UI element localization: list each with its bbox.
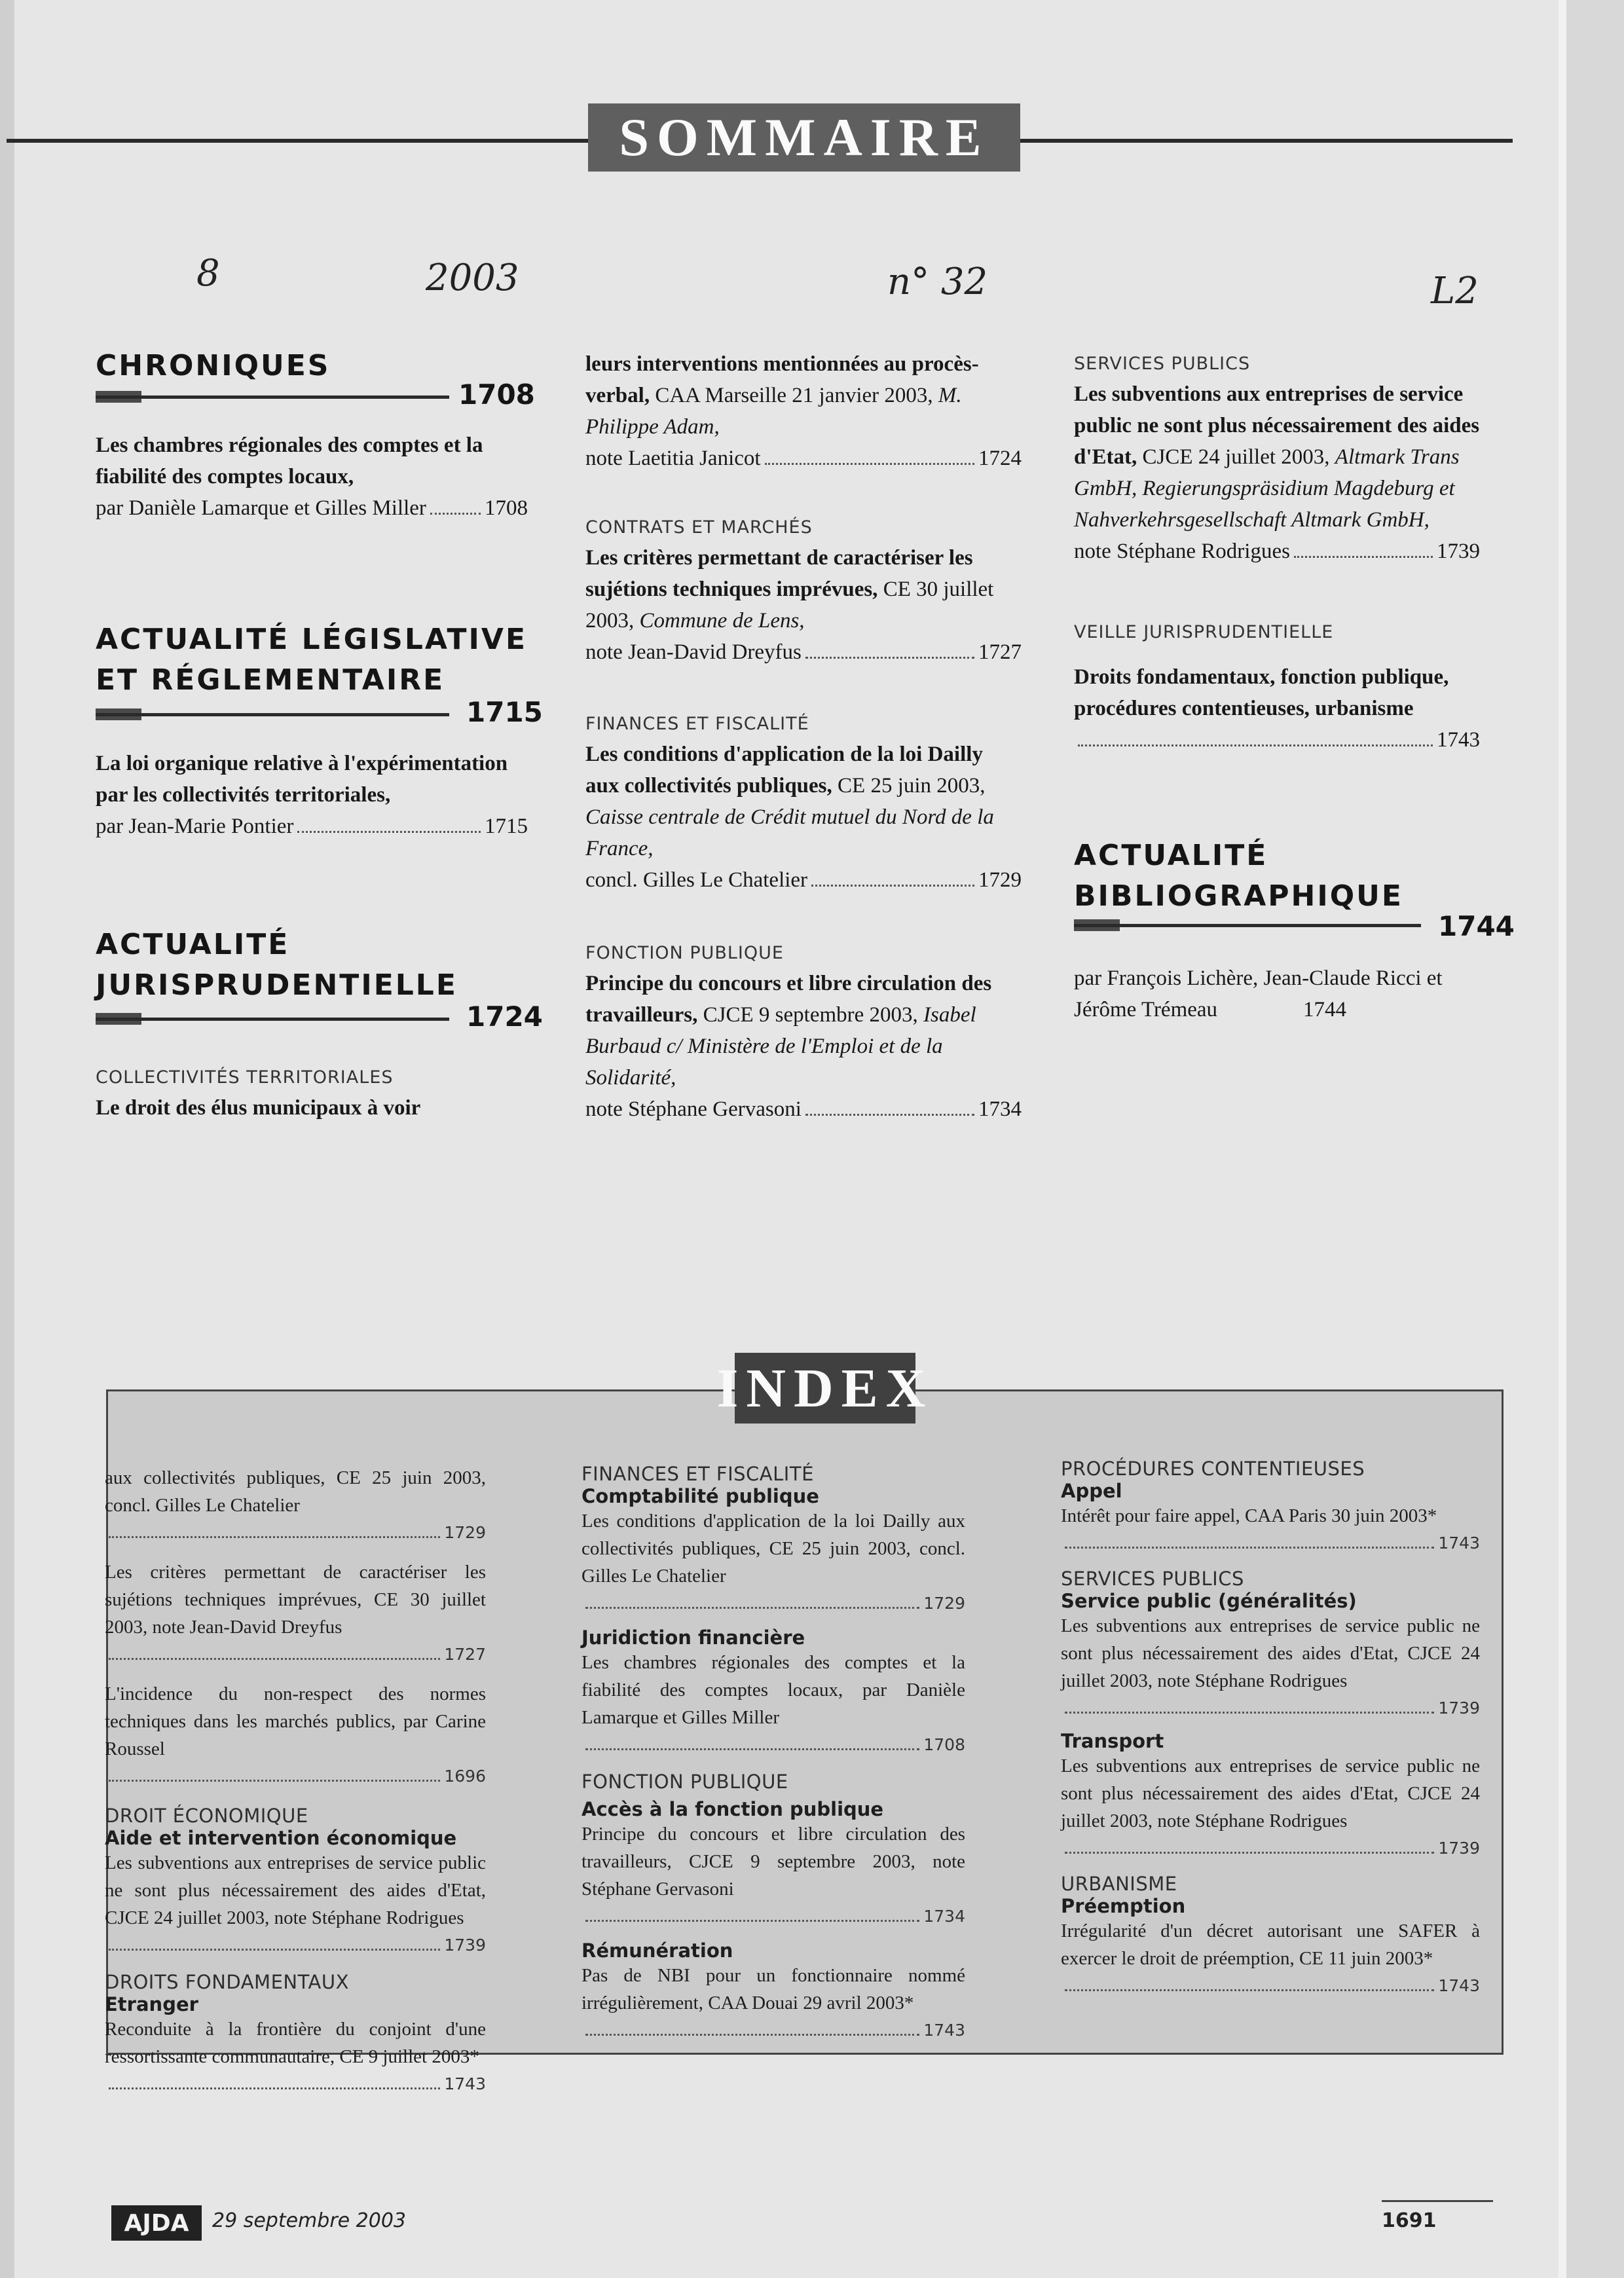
index-banner-text: INDEX [716, 1357, 934, 1419]
index-entry[interactable] [581, 1820, 965, 1930]
index-page: 1743 [444, 2074, 486, 2093]
index-column-2 [581, 1463, 965, 2044]
index-entry[interactable] [581, 1962, 965, 2044]
entry-page: 1727 [978, 640, 1022, 664]
entry-party: M. Philippe Adam, [585, 384, 962, 439]
entry-party: Commune de Lens, [639, 609, 805, 633]
index-entry-text: Les subventions aux entreprises de service public ne sont plus nécessairement des aides d'Etat, CJCE 24 juillet 2003, note Stéphane Rodrigues [1061, 1615, 1480, 1691]
entry-leader [105, 2070, 486, 2098]
entry-page: 1743 [1437, 728, 1480, 752]
section-rule [96, 713, 449, 716]
rubric-finances: FINANCES ET FISCALITÉ [585, 714, 809, 734]
toc-entry-start[interactable] [96, 1092, 528, 1124]
index-entry[interactable] [105, 1558, 486, 1668]
dot-leader [1065, 1547, 1434, 1549]
index-entry[interactable] [581, 1507, 965, 1617]
entry-court: CE 30 juillet 2003, [585, 578, 994, 633]
entry-leader [585, 1093, 1022, 1125]
entry-title: Les conditions d'application de la loi Dailly aux collectivités publiques, [585, 743, 983, 798]
page-shade-right [1566, 0, 1624, 2278]
section-page-chroniques: 1708 [458, 378, 535, 411]
index-page: 1696 [444, 1767, 486, 1786]
rubric-veille: VEILLE JURISPRUDENTIELLE [1074, 622, 1334, 642]
entry-page: 1715 [485, 815, 528, 838]
index-heading: URBANISME [1061, 1873, 1177, 1895]
index-heading: DROIT ÉCONOMIQUE [105, 1805, 308, 1827]
entry-note: note Laetitia Janicot [585, 447, 761, 470]
toc-entry-chroniques[interactable] [96, 430, 528, 524]
section-title-chroniques: CHRONIQUES [96, 349, 331, 382]
handwritten-year: 2003 [426, 257, 519, 299]
index-entry-text: Principe du concours et libre circulation des travailleurs, CJCE 9 septembre 2003, note Stéphane Gervasoni [581, 1824, 965, 1900]
dot-leader [805, 1114, 974, 1116]
section-rule [96, 1018, 449, 1021]
page-shade-left [0, 0, 14, 2278]
entry-page: 1729 [978, 868, 1022, 892]
index-subheading: Rémunération [581, 1939, 733, 1962]
dot-leader [811, 885, 974, 887]
entry-page: 1739 [1437, 540, 1480, 563]
index-entry[interactable] [105, 1849, 486, 1959]
entry-page: 1724 [978, 447, 1022, 470]
index-entry-text: Les subventions aux entreprises de service public ne sont plus nécessairement des aides d'Etat, CJCE 24 juillet 2003, note Stéphane Rodrigues [1061, 1755, 1480, 1831]
index-entry[interactable] [105, 1680, 486, 1790]
toc-entry-services[interactable] [1074, 378, 1480, 567]
entry-court: CE 25 juin 2003, [838, 774, 986, 798]
entry-leader [96, 492, 528, 524]
index-banner [716, 1353, 934, 1424]
index-entry-text: Intérêt pour faire appel, CAA Paris 30 juin 2003* [1061, 1505, 1437, 1526]
index-entry-text: Les conditions d'application de la loi Dailly aux collectivités publiques, CE 25 juin 2003, concl. Gilles Le Chatelier [581, 1511, 965, 1587]
section-page-jurisprudentielle: 1724 [466, 1001, 543, 1033]
footer-page-number: 1691 [1382, 2209, 1437, 2232]
entry-leader [1074, 661, 1480, 724]
dot-leader [1294, 556, 1433, 558]
entry-court: CJCE 24 juillet 2003, [1142, 445, 1330, 469]
dot-leader [430, 513, 481, 515]
entry-leader [585, 864, 1022, 896]
section-title-jurisprudentielle-1: ACTUALITÉ [96, 928, 290, 961]
handwritten-code: L2 [1431, 270, 1479, 312]
section-title-legislative-1: ACTUALITÉ LÉGISLATIVE [96, 623, 528, 656]
entry-title: Le droit des élus municipaux à voir [96, 1096, 421, 1120]
index-subheading: Comptabilité publique [581, 1485, 819, 1507]
index-heading: FONCTION PUBLIQUE [581, 1771, 788, 1793]
entry-title: Les chambres régionales des comptes et la fiabilité des comptes locaux, [96, 433, 483, 488]
dot-leader [805, 657, 974, 659]
index-heading: SERVICES PUBLICS [1061, 1568, 1244, 1590]
section-rule [1074, 924, 1421, 927]
index-entry-text: Irrégularité d'un décret autorisant une SAFER à exercer le droit de préemption, CE 11 juin 2003* [1061, 1920, 1480, 1969]
dot-leader [1065, 1989, 1434, 1991]
section-page-biblio: 1744 [1438, 910, 1515, 942]
index-subheading: Aide et intervention économique [105, 1827, 457, 1849]
index-subheading: Juridiction financière [581, 1626, 805, 1649]
biblio-page-number: 1744 [1303, 998, 1346, 1021]
index-subheading: Accès à la fonction publique [581, 1798, 884, 1820]
index-page: 1743 [1438, 1976, 1480, 1995]
index-subheading: Transport [1061, 1730, 1164, 1752]
index-page: 1739 [1438, 1699, 1480, 1718]
rubric-contrats: CONTRATS ET MARCHÉS [585, 517, 813, 538]
entry-title: La loi organique relative à l'expérimentation par les collectivités territoriales, [96, 752, 508, 807]
index-entry-text: Pas de NBI pour un fonctionnaire nommé irrégulièrement, CAA Douai 29 avril 2003* [581, 1965, 965, 2013]
entry-party: Altmark Trans GmbH, Regierungspräsidium Magdeburg et Nahverkehrsgesellschaft Altmark GmbH, [1074, 445, 1460, 532]
entry-leader [1061, 1835, 1480, 1862]
toc-entry-contrats[interactable] [585, 542, 1022, 668]
entry-page: 1734 [978, 1097, 1022, 1121]
index-entry-text: Les subventions aux entreprises de service public ne sont plus nécessairement des aides d'Etat, CJCE 24 juillet 2003, note Stéphane Rodrigues [105, 1852, 486, 1928]
entry-leader [1074, 536, 1480, 567]
entry-party: Caisse centrale de Crédit mutuel du Nord de la France, [585, 805, 994, 860]
dot-leader [297, 831, 481, 833]
index-entry-text: Reconduite à la frontière du conjoint d'une ressortissante communautaire, CE 9 juillet 2003* [105, 2019, 486, 2067]
entry-note: note Stéphane Rodrigues [1074, 540, 1290, 563]
index-entry[interactable] [105, 1464, 486, 1547]
dot-leader [109, 1780, 440, 1782]
entry-note: note Stéphane Gervasoni [585, 1097, 802, 1121]
index-heading: DROITS FONDAMENTAUX [105, 1971, 349, 1993]
index-page: 1743 [1438, 1534, 1480, 1552]
index-subheading: Etranger [105, 1993, 198, 2015]
section-rule [96, 395, 449, 399]
index-page: 1739 [444, 1936, 486, 1955]
index-page: 1739 [1438, 1839, 1480, 1858]
index-entry[interactable] [581, 1649, 965, 1759]
section-title-biblio-2: BIBLIOGRAPHIQUE [1074, 879, 1403, 913]
entry-party: Isabel Burbaud c/ Ministère de l'Emploi et de la Solidarité, [585, 1003, 976, 1090]
entry-leader [105, 1763, 486, 1790]
entry-authors: par Danièle Lamarque et Gilles Miller [96, 496, 426, 520]
ajda-logo [111, 2205, 202, 2241]
entry-leader [105, 1519, 486, 1547]
section-title-jurisprudentielle-2: JURISPRUDENTIELLE [96, 968, 458, 1002]
entry-authors: par François Lichère, Jean-Claude Ricci et Jérôme Trémeau [1074, 966, 1443, 1021]
entry-title: Principe du concours et libre circulation des travailleurs, [585, 972, 992, 1027]
index-entry-text: Les chambres régionales des comptes et la fiabilité des comptes locaux, par Danièle Lamarque et Gilles Miller [581, 1652, 965, 1728]
entry-court: CJCE 9 septembre 2003, [703, 1003, 918, 1027]
index-entry[interactable] [1061, 1752, 1480, 1862]
rubric-fonction-publique: FONCTION PUBLIQUE [585, 943, 784, 963]
handwritten-issue: 8 [196, 252, 220, 295]
index-page: 1708 [923, 1735, 965, 1754]
toc-entry-proces-verbal[interactable] [585, 348, 1022, 474]
entry-leader [105, 1641, 486, 1668]
handwritten-number: n° 32 [887, 261, 988, 303]
entry-page: 1708 [485, 496, 528, 520]
dot-leader [1078, 744, 1433, 746]
toc-entry-biblio[interactable] [1074, 963, 1463, 1025]
entry-court: CAA Marseille 21 janvier 2003, [655, 384, 933, 407]
index-page: 1727 [444, 1645, 486, 1664]
entry-leader [581, 2017, 965, 2044]
entry-title: leurs interventions mentionnées au procès-verbal, [585, 352, 979, 407]
section-title-biblio-1: ACTUALITÉ [1074, 839, 1268, 872]
rubric-collectivites: COLLECTIVITÉS TERRITORIALES [96, 1067, 394, 1088]
entry-leader [581, 1590, 965, 1617]
section-page-legislative: 1715 [466, 696, 543, 728]
index-entry-text: L'incidence du non-respect des normes techniques dans les marchés publics, par Carine Roussel [105, 1683, 486, 1759]
toc-entry-legislative[interactable] [96, 748, 528, 842]
index-subheading: Préemption [1061, 1895, 1186, 1917]
entry-leader-page [1074, 724, 1480, 756]
index-entry[interactable] [1061, 1502, 1480, 1557]
index-heading: FINANCES ET FISCALITÉ [581, 1463, 814, 1485]
dot-leader [109, 1949, 440, 1951]
index-subheading: Appel [1061, 1480, 1122, 1502]
toc-entry-finances[interactable] [585, 739, 1022, 896]
toc-entry-veille[interactable] [1074, 661, 1480, 756]
entry-title: Droits fondamentaux, fonction publique, procédures contentieuses, urbanisme [1074, 665, 1449, 720]
dot-leader [765, 463, 974, 465]
sommaire-banner [588, 103, 1020, 172]
index-page: 1729 [923, 1594, 965, 1613]
entry-note: note Jean-David Dreyfus [585, 640, 802, 664]
dot-leader [585, 1607, 919, 1609]
dot-leader [109, 1658, 440, 1660]
entry-leader [1061, 1530, 1480, 1557]
entry-authors: par Jean-Marie Pontier [96, 815, 294, 838]
entry-leader [96, 811, 528, 842]
dot-leader [585, 1920, 919, 1922]
section-title-legislative-2: ET RÉGLEMENTAIRE [96, 663, 445, 697]
index-column-1 [105, 1464, 486, 2098]
toc-entry-fonction[interactable] [585, 968, 1022, 1125]
page-edge-right [1559, 0, 1566, 2278]
index-column-3 [1061, 1458, 1480, 2000]
dot-leader [109, 2087, 440, 2089]
footer-date: 29 septembre 2003 [212, 2209, 407, 2232]
dot-leader [1065, 1712, 1434, 1714]
dot-leader [585, 2034, 919, 2036]
index-subheading: Service public (généralités) [1061, 1590, 1357, 1612]
entry-leader [585, 636, 1022, 668]
dot-leader [585, 1748, 919, 1750]
entry-title: Les subventions aux entreprises de service public ne sont plus nécessairement des aides d'Etat, [1074, 382, 1480, 469]
index-entry[interactable] [1061, 1917, 1480, 2000]
index-heading: PROCÉDURES CONTENTIEUSES [1061, 1458, 1365, 1480]
index-page: 1734 [923, 1907, 965, 1926]
entry-title: Les critères permettant de caractériser les sujétions techniques imprévues, [585, 546, 973, 601]
dot-leader [1065, 1852, 1434, 1854]
index-entry[interactable] [1061, 1612, 1480, 1722]
entry-leader [1061, 1972, 1480, 2000]
sommaire-banner-text: SOMMAIRE [619, 107, 989, 167]
index-entry-text: aux collectivités publiques, CE 25 juin 2003, concl. Gilles Le Chatelier [105, 1467, 486, 1516]
footer-rule [1382, 2200, 1493, 2202]
index-entry[interactable] [105, 2015, 486, 2098]
ajda-logo-text: AJDA [124, 2209, 189, 2237]
entry-leader [1061, 1695, 1480, 1722]
entry-note: concl. Gilles Le Chatelier [585, 868, 808, 892]
entry-leader [581, 1731, 965, 1759]
dot-leader [109, 1536, 440, 1538]
rubric-services-publics: SERVICES PUBLICS [1074, 354, 1251, 374]
index-entry-text: Les critères permettant de caractériser les sujétions techniques imprévues, CE 30 juillet 2003, note Jean-David Dreyfus [105, 1562, 486, 1638]
index-page: 1729 [444, 1523, 486, 1542]
entry-leader [585, 443, 1022, 474]
entry-leader [581, 1903, 965, 1930]
entry-leader [105, 1932, 486, 1959]
index-page: 1743 [923, 2021, 965, 2040]
